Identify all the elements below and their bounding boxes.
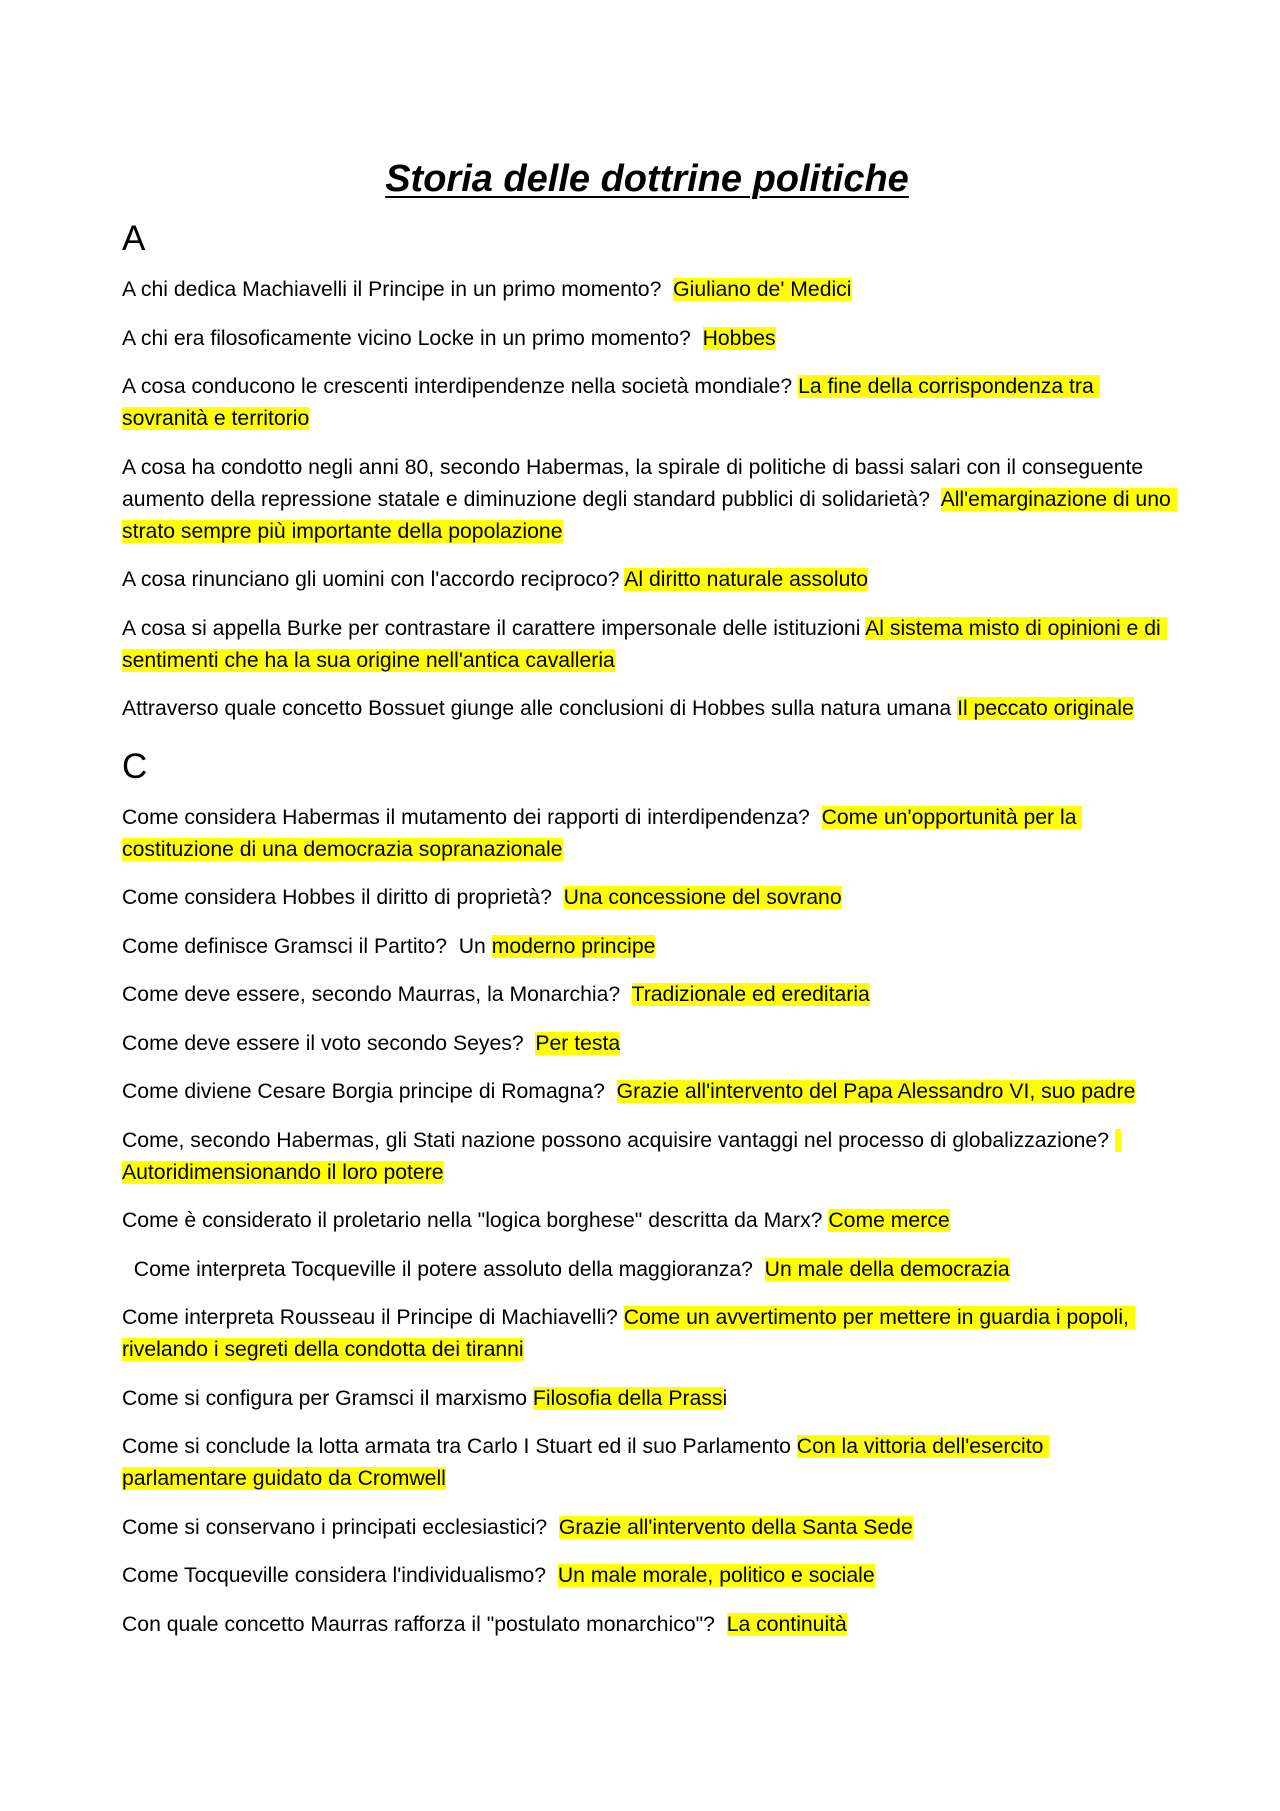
question-text: Come è considerato il proletario nella "logica borghese" descritta da Marx? — [122, 1209, 829, 1232]
highlighted-answer: Con la vittoria dell'esercito parlamentare guidato da Cromwell — [122, 1435, 1050, 1490]
question-text: A cosa rinunciano gli uomini con l'accordo reciproco? — [122, 568, 625, 591]
highlighted-answer: Tradizionale ed ereditaria — [631, 983, 870, 1006]
sections-container — [122, 214, 1177, 1641]
qa-item — [122, 1076, 1172, 1108]
qa-item — [122, 1383, 1172, 1415]
qa-item — [122, 931, 1172, 963]
question-text: A cosa ha condotto negli anni 80, secondo Habermas, la spirale di politiche di bassi salari con il conseguente aumento della repressione statale e diminuzione degli standard pubblici di solidarietà? — [122, 455, 1150, 511]
document-page — [122, 150, 1177, 1657]
highlighted-answer: Per testa — [535, 1031, 621, 1055]
question-text: Attraverso quale concetto Bossuet giunge alle conclusioni di Hobbes sulla natura umana — [122, 697, 958, 720]
question-text: A chi era filosoficamente vicino Locke in un primo momento? — [122, 326, 703, 350]
highlighted-answer: Una concessione del sovrano — [563, 886, 842, 909]
question-text: Come deve essere, secondo Maurras, la Monarchia? — [122, 983, 632, 1006]
question-text: Come considera Hobbes il diritto di proprietà? — [122, 886, 564, 909]
highlighted-answer: Al diritto naturale assoluto — [624, 568, 869, 591]
question-text: Come deve essere il voto secondo Seyes? — [122, 1031, 536, 1055]
qa-item — [122, 613, 1172, 677]
question-text: Come, secondo Habermas, gli Stati nazione possono acquisire vantaggi nel processo di globalizzazione? — [122, 1128, 1115, 1152]
highlighted-answer: Grazie all'intervento della Santa Sede — [558, 1515, 913, 1539]
question-text: Come si conclude la lotta armata tra Carlo I Stuart ed il suo Parlamento — [122, 1435, 797, 1458]
highlighted-answer: Giuliano de' Medici — [673, 278, 852, 301]
highlighted-answer: Grazie all'intervento del Papa Alessandro VI, suo padre — [616, 1080, 1136, 1103]
question-text: Come considera Habermas il mutamento dei rapporti di interdipendenza? — [122, 805, 822, 829]
highlighted-answer: Filosofia della Prass — [532, 1386, 723, 1410]
highlighted-answer: Come un'opportunità per la costituzione di una democrazia sopranazionale — [122, 805, 1083, 861]
question-text: Come interpreta Tocqueville il potere assoluto della maggioranza? — [122, 1257, 765, 1281]
question-text: Come si conservano i principati ecclesiastici? — [122, 1515, 559, 1539]
highlighted-answer: Autoridimensionando il loro potere — [122, 1128, 1121, 1184]
qa-item — [122, 1254, 1172, 1286]
qa-item — [122, 1205, 1172, 1237]
highlighted-answer: Come un avvertimento per mettere in guardia i popoli, rivelando i segreti della condotta dei tiranni — [122, 1306, 1135, 1361]
question-text: Come interpreta Rousseau il Principe di Machiavelli? — [122, 1306, 624, 1329]
question-text: Come si configura per Gramsci il marxismo — [122, 1386, 533, 1410]
question-text: A cosa si appella Burke per contrastare il carattere impersonale delle istituzioni — [122, 616, 866, 640]
highlighted-answer: All'emarginazione di uno strato sempre più importante della popolazione — [122, 487, 1177, 543]
qa-item — [122, 802, 1172, 866]
section-letter-a: A — [122, 219, 146, 258]
qa-item — [122, 452, 1177, 548]
question-text: Come definisce Gramsci il Partito? Un — [122, 934, 492, 958]
qa-item — [122, 1125, 1172, 1189]
highlighted-answer: Il peccato originale — [957, 697, 1134, 720]
question-text: Come Tocqueville considera l'individualismo? — [122, 1564, 558, 1587]
qa-item — [122, 882, 1172, 914]
section-letter-c: C — [122, 746, 148, 786]
highlighted-answer: La fine della corrispondenza tra sovranità e territorio — [122, 375, 1100, 430]
highlighted-answer: Un male della democrazia — [764, 1257, 1010, 1281]
answer-tail-text: i — [722, 1386, 728, 1410]
question-text: Come diviene Cesare Borgia principe di Romagna? — [122, 1080, 617, 1103]
qa-item — [122, 1028, 1172, 1060]
qa-item — [122, 1302, 1172, 1366]
highlighted-answer: moderno principe — [491, 934, 656, 958]
question-text: Con quale concetto Maurras rafforza il "postulato monarchico"? — [122, 1612, 727, 1636]
highlighted-answer: La continuità — [726, 1612, 847, 1636]
qa-item — [122, 693, 1172, 725]
qa-item — [122, 1560, 1172, 1592]
question-text: A chi dedica Machiavelli il Principe in un primo momento? — [122, 278, 674, 301]
qa-item — [122, 323, 1172, 355]
highlighted-answer: Un male morale, politico e sociale — [557, 1564, 875, 1587]
qa-item — [122, 564, 1172, 596]
qa-item — [122, 979, 1172, 1011]
highlighted-answer: Hobbes — [702, 326, 776, 350]
highlighted-answer: Al sistema misto di opinioni e di sentimenti che ha la sua origine nell'antica cavalleria — [122, 616, 1167, 672]
qa-item — [122, 371, 1172, 435]
qa-item — [122, 1609, 1172, 1641]
qa-item — [122, 1431, 1172, 1495]
document-title: Storia delle dottrine politiche — [385, 158, 909, 200]
question-text: A cosa conducono le crescenti interdipendenze nella società mondiale? — [122, 375, 799, 398]
qa-item — [122, 274, 1172, 306]
highlighted-answer: Come merce — [828, 1209, 950, 1232]
qa-item — [122, 1512, 1172, 1544]
